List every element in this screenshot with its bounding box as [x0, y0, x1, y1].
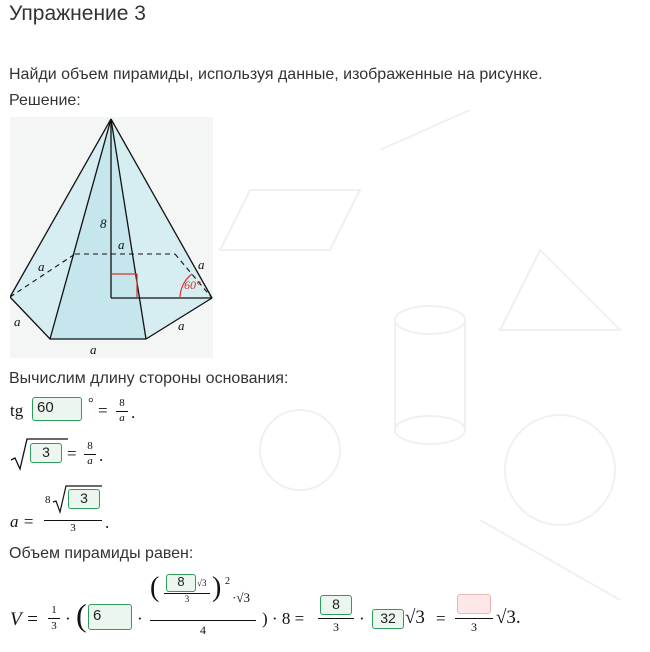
eq3-end: . — [105, 513, 110, 532]
answer-d-input[interactable] — [457, 594, 491, 614]
answer-b-input[interactable]: 8 — [320, 595, 352, 615]
side-label-right: a — [178, 318, 185, 333]
eq1-denominator: a — [119, 412, 125, 424]
eq2-end: . — [99, 446, 104, 465]
final-denominator: 3 — [471, 620, 477, 634]
left-paren: ( — [76, 597, 87, 633]
eq2-denominator: a — [87, 455, 93, 467]
inner-right-paren: ) — [212, 572, 222, 603]
power: 2 — [225, 576, 230, 587]
answer-angle-input[interactable]: 60 — [32, 397, 82, 421]
side-label-bottom: a — [90, 342, 97, 357]
equals-1: = — [98, 401, 108, 420]
step1-label: Вычислим длину стороны основания: — [9, 370, 289, 387]
inner-sqrt: √3 — [197, 578, 207, 588]
eq3-coef: 8 — [45, 494, 51, 506]
eq3-denominator: 3 — [70, 522, 76, 534]
answer-inner-input[interactable]: 8 — [166, 574, 196, 592]
tg-symbol: tg — [10, 401, 24, 420]
degree-symbol: ° — [88, 396, 94, 411]
eq4-lhs: V = — [10, 609, 39, 630]
eq4-dot-2: · — [137, 609, 143, 628]
eq1-end: . — [131, 403, 136, 422]
times-eight: ) · 8 = — [262, 609, 305, 628]
eq4-dot-1: · — [65, 609, 71, 628]
answer-sqrt-input[interactable]: 3 — [30, 443, 62, 463]
answer-c-input[interactable]: 32 — [372, 609, 404, 629]
eq1-numerator: 8 — [119, 397, 125, 409]
sqrt-three: √3 — [405, 607, 425, 628]
side-label-top: a — [118, 237, 125, 252]
answer-b-denominator: 3 — [333, 620, 339, 634]
eq2-numerator: 8 — [87, 440, 93, 452]
den-four: 4 — [200, 623, 206, 637]
page-title: Упражнение 3 — [9, 2, 146, 25]
angle-label: 60° — [184, 278, 201, 292]
equals-2: = — [67, 444, 77, 463]
eq4-dot-3: · — [359, 609, 365, 628]
eq4-one: 1 — [51, 604, 57, 616]
equals-final: = — [436, 609, 446, 628]
task-text: Найди объем пирамиды, используя данные, изображенные на рисунке. — [9, 66, 543, 83]
final-tail: √3. — [496, 607, 521, 628]
eq3-lhs: a = — [10, 512, 35, 531]
answer-a-input[interactable]: 6 — [88, 604, 132, 630]
mult-sqrt: ·√3 — [232, 590, 250, 605]
solution-label: Решение: — [9, 92, 81, 109]
side-label-left: a — [14, 314, 21, 329]
eq4-three: 3 — [51, 620, 57, 632]
inner-denominator: 3 — [184, 594, 190, 604]
height-label: 8 — [100, 216, 107, 231]
pyramid-figure — [10, 117, 213, 358]
inner-left-paren: ( — [150, 572, 160, 603]
side-label-left-back: a — [38, 259, 45, 274]
side-label-right-back: a — [198, 257, 205, 272]
step2-label: Объем пирамиды равен: — [9, 545, 194, 562]
answer-side-input[interactable]: 3 — [68, 489, 100, 509]
